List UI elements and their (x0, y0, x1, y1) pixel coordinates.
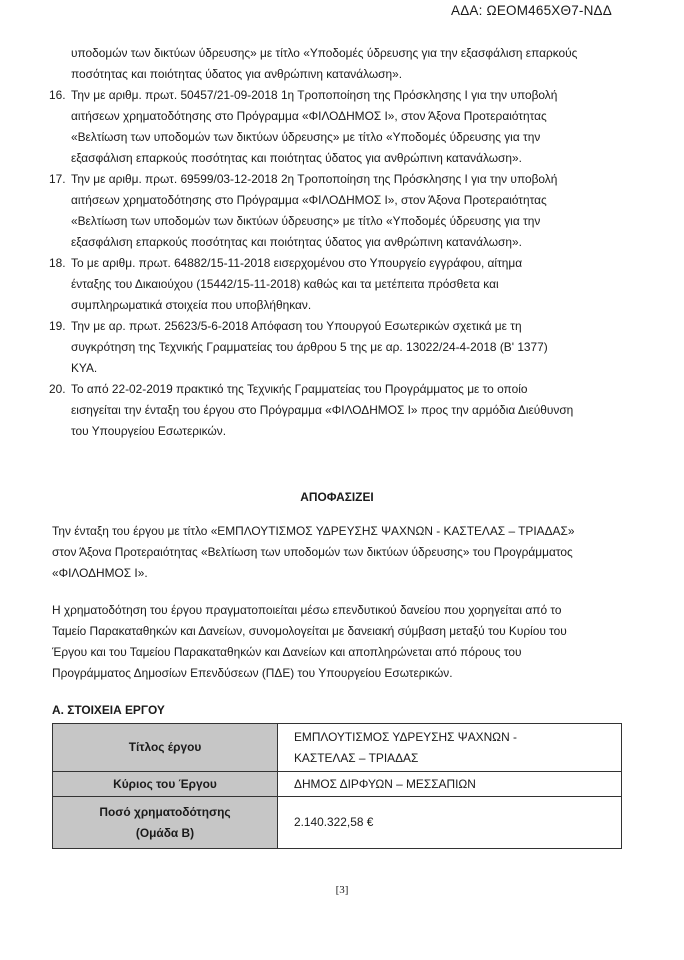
text-line: «ΦΙΛΟΔΗΜΟΣ Ι». (52, 566, 148, 580)
decision-title: ΑΠΟΦΑΣΙΖΕΙ (300, 490, 374, 504)
value-project-title (278, 724, 622, 772)
text-line: αιτήσεων χρηματοδότησης στο Πρόγραμμα «ΦΙΛΟΔΗΜΟΣ Ι», στον Άξονα Προτεραιότητας (71, 109, 547, 123)
decision-paragraph-financing (52, 600, 622, 684)
project-details-table (52, 723, 622, 849)
list-item-19 (49, 316, 622, 379)
continuation-paragraph (52, 43, 622, 85)
item-number: 18. (49, 256, 66, 270)
text-line: Προγράμματος Δημοσίων Επενδύσεων (ΠΔΕ) του Υπουργείου Εσωτερικών. (52, 666, 453, 680)
text-line: υποδομών των δικτύων ύδρευσης» με τίτλο «Υποδομές ύδρευσης για την εξασφάλιση επαρκούς (71, 46, 578, 60)
text-line: ένταξης του Δικαιούχου (15442/15-11-2018) καθώς και τα μετέπειτα πρόσθετα και (71, 277, 499, 291)
text-line: Η χρηματοδότηση του έργου πραγματοποιείται μέσω επενδυτικού δανείου που χορηγείται από το (52, 603, 562, 617)
section-heading: Α. ΣΤΟΙΧΕΙΑ ΕΡΓΟΥ (52, 703, 165, 717)
cell-text: (Ομάδα Β) (135, 825, 195, 840)
value-funding-amount (278, 797, 622, 849)
document-body (49, 43, 622, 849)
text-line: Έργου και του Ταμείου Παρακαταθηκών και Δανείων και αποπληρώνεται από πόρους του (52, 645, 522, 659)
page-number: [3] (335, 884, 349, 896)
text-line: εισηγείται την ένταξη του έργου στο Πρόγραμμα «ΦΙΛΟΔΗΜΟΣ Ι» προς την αρμόδια Διεύθυνση (71, 403, 574, 417)
label-funding-amount (53, 797, 278, 849)
text-line: ποσότητας και ποιότητας ύδατος για ανθρώπινη κατανάλωση». (71, 67, 403, 81)
list-item-20 (49, 379, 622, 442)
text-line: Την με αριθμ. πρωτ. 69599/03-12-2018 2η Τροποποίηση της Πρόσκλησης Ι για την υποβολή (71, 172, 558, 186)
cell-text: ΕΜΠΛΟΥΤΙΣΜΟΣ ΥΔΡΕΥΣΗΣ ΨΑΧΝΩΝ - (294, 729, 517, 744)
cell-text: Κύριος του Έργου (113, 776, 217, 791)
item-number: 19. (49, 319, 66, 333)
text-line: «Βελτίωση των υποδομών των δικτύων ύδρευσης» με τίτλο «Υποδομές ύδρευσης για την (71, 130, 541, 144)
text-line: Το από 22-02-2019 πρακτικό της Τεχνικής Γραμματείας του Προγράμματος με το οποίο (71, 382, 528, 396)
text-line: στον Άξονα Προτεραιότητας «Βελτίωση των υποδομών των δικτύων ύδρευσης» του Προγράμματος (52, 545, 573, 559)
list-item-18 (49, 253, 622, 316)
table-row (53, 772, 622, 797)
list-item-16 (49, 85, 622, 169)
list-item-17 (49, 169, 622, 253)
text-line: εξασφάλιση επαρκούς ποσότητας και ποιότητας ύδατος για ανθρώπινη κατανάλωση». (71, 235, 522, 249)
value-project-owner (278, 772, 622, 797)
item-number: 17. (49, 172, 66, 186)
text-line: αιτήσεων χρηματοδότησης στο Πρόγραμμα «ΦΙΛΟΔΗΜΟΣ Ι», στον Άξονα Προτεραιότητας (71, 193, 547, 207)
text-line: συμπληρωματικά στοιχεία που υποβλήθηκαν. (71, 298, 312, 312)
text-line: συγκρότηση της Τεχνικής Γραμματείας του άρθρου 5 της με αρ. 13022/24-4-2018 (Β' 1377) (71, 340, 548, 354)
label-project-owner (53, 772, 278, 797)
cell-text: Ποσό χρηματοδότησης (99, 804, 231, 819)
text-line: Την με αρ. πρωτ. 25623/5-6-2018 Απόφαση του Υπουργού Εσωτερικών σχετικά με τη (71, 319, 522, 333)
cell-text: ΔΗΜΟΣ ΔΙΡΦΥΩΝ – ΜΕΣΣΑΠΙΩΝ (294, 776, 476, 791)
cell-text: Τίτλος έργου (128, 740, 202, 754)
text-line: εξασφάλιση επαρκούς ποσότητας και ποιότητας ύδατος για ανθρώπινη κατανάλωση». (71, 151, 522, 165)
cell-text: ΚΑΣΤΕΛΑΣ – ΤΡΙΑΔΑΣ (294, 750, 419, 765)
item-number: 20. (49, 382, 66, 396)
item-number: 16. (49, 88, 66, 102)
table-row (53, 797, 622, 849)
text-line: Την με αριθμ. πρωτ. 50457/21-09-2018 1η Τροποποίηση της Πρόσκλησης Ι για την υποβολή (71, 88, 558, 102)
text-line: Ταμείο Παρακαταθηκών και Δανείων, συνομολογείται με δανειακή σύμβαση μεταξύ του Κυρίου του (52, 624, 567, 638)
cell-text: 2.140.322,58 € (294, 815, 374, 829)
text-line: Την ένταξη του έργου με τίτλο «ΕΜΠΛΟΥΤΙΣΜΟΣ ΥΔΡΕΥΣΗΣ ΨΑΧΝΩΝ - ΚΑΣΤΕΛΑΣ – ΤΡΙΑΔΑΣ» (52, 524, 575, 538)
text-line: «Βελτίωση των υποδομών των δικτύων ύδρευσης» με τίτλο «Υποδομές ύδρευσης για την (71, 214, 541, 228)
text-line: ΚΥΑ. (71, 361, 98, 375)
table-row (53, 724, 622, 772)
ada-code: ΑΔΑ: ΩΕΟΜ465ΧΘ7-ΝΔΔ (451, 3, 612, 18)
decision-paragraph-inclusion (52, 521, 622, 584)
text-line: Το με αριθμ. πρωτ. 64882/15-11-2018 εισερχομένου στο Υπουργείο εγγράφου, αίτημα (71, 256, 523, 270)
label-project-title (53, 724, 278, 772)
text-line: του Υπουργείου Εσωτερικών. (71, 424, 227, 438)
